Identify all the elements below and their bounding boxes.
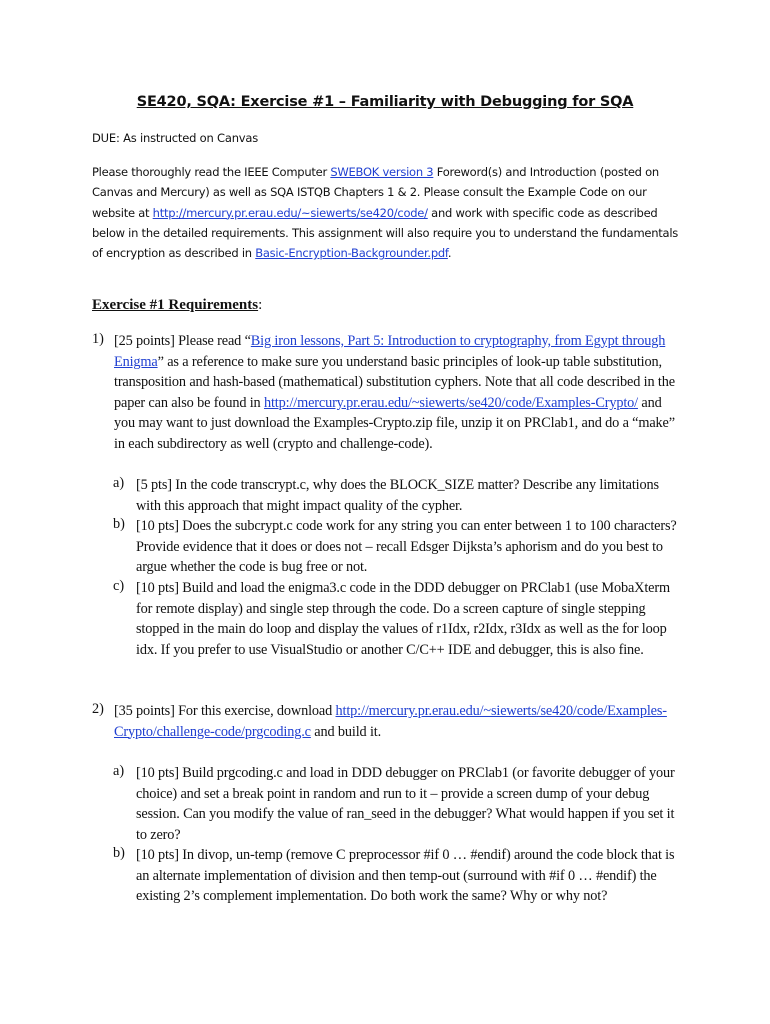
intro-paragraph bbox=[92, 162, 692, 263]
item1b-label: b) bbox=[113, 516, 125, 532]
item1-number: 1) bbox=[92, 331, 104, 347]
intro-text-3: and work with specific code as described below in the detailed requirements. This assignment will also require you to understand the fundamentals of encryption as described in bbox=[92, 205, 679, 261]
item2-text-2: and build it. bbox=[310, 723, 382, 740]
item2b-text: [10 pts] In divop, un-temp (remove C preprocessor #if 0 … #endif) around the code block that is an alternate implementation of division and then temp-out (surround with #if 0 … #endif) the existing 2’s complement implementation. Do both work the same? Why or why not? bbox=[136, 847, 675, 905]
item2a-text: [10 pts] Build prgcoding.c and load in DDD debugger on PRClab1 (or favorite debugger of your choice) and set a break point in random and run to it – provide a screen dump of your debug session. Can you modify the value of ran_seed in the debugger? What would happen if you set it to zero? bbox=[136, 765, 675, 843]
item2-number: 2) bbox=[92, 701, 104, 717]
examples-crypto-link[interactable]: http://mercury.pr.erau.edu/~siewerts/se420/code/Examples-Crypto/ bbox=[263, 394, 638, 411]
requirements-heading-text: Exercise #1 Requirements bbox=[92, 297, 259, 313]
due-line: DUE: As instructed on Canvas bbox=[92, 131, 259, 145]
item2b-label: b) bbox=[113, 845, 125, 861]
item1-text-1: [25 points] Please read “ bbox=[114, 333, 251, 349]
code-website-link[interactable]: http://mercury.pr.erau.edu/~siewerts/se420/code/ bbox=[152, 205, 428, 220]
item2-text-1: [35 points] For this exercise, download bbox=[114, 703, 336, 719]
intro-text-4: . bbox=[447, 246, 452, 261]
item1c-text: [10 pts] Build and load the enigma3.c code in the DDD debugger on PRClab1 (use MobaXterm for remote display) and single step through the code. Do a screen capture of single stepping stopped in the main do loop and display the values of r1Idx, r2Idx, r3Idx as well as the for loop idx. If you prefer to use VisualStudio or another C/C++ IDE and debugger, this is also fine. bbox=[136, 580, 670, 658]
encryption-backgrounder-link[interactable]: Basic-Encryption-Backgrounder.pdf bbox=[255, 246, 448, 261]
intro-text-1: Please thoroughly read the IEEE Computer bbox=[92, 165, 331, 179]
item2a-label: a) bbox=[113, 763, 125, 779]
item2-paragraph bbox=[114, 701, 679, 742]
document-title: SE420, SQA: Exercise #1 – Familiarity with Debugging for SQA bbox=[136, 94, 634, 110]
item1b-text: [10 pts] Does the subcrypt.c code work for any string you can enter between 1 to 100 characters? Provide evidence that it does or does not – recall Edsger Dijksta’s aphorism and do you best to argue whether the code is bug free or not. bbox=[136, 518, 677, 576]
big-iron-lessons-link[interactable]: Big iron lessons, Part 5: Introduction to cryptography, from Egypt through Enigma bbox=[114, 333, 666, 370]
requirements-heading bbox=[92, 297, 262, 314]
item1-paragraph bbox=[114, 331, 679, 455]
requirements-heading-colon: : bbox=[258, 297, 263, 313]
intro-text-2: Foreword(s) and Introduction (posted on Canvas and Mercury) as well as SQA ISTQB Chapters 1 & 2. Please consult the Example Code on our website at bbox=[92, 165, 659, 220]
item1a-text: [5 pts] In the code transcrypt.c, why does the BLOCK_SIZE matter? Describe any limitations with this approach that might impact quality of the cypher. bbox=[136, 477, 659, 514]
item1-text-3: and you may want to just download the Examples-Crypto.zip file, unzip it on PRClab1, and do a “make” in each subdirectory as well (crypto and challenge-code). bbox=[114, 394, 675, 452]
swebok-link[interactable]: SWEBOK version 3 bbox=[330, 165, 434, 179]
prgcoding-link[interactable]: http://mercury.pr.erau.edu/~siewerts/se420/code/Examples-Crypto/challenge-code/prgcoding.c bbox=[114, 703, 667, 740]
item1-text-2: ” as a reference to make sure you understand basic principles of look-up table substitution, transposition and hash-based (mathematical) substitution cyphers. Note that all code described in the paper can also be found in bbox=[114, 353, 675, 411]
item1a-label: a) bbox=[113, 475, 125, 491]
item1c-label: c) bbox=[113, 578, 125, 594]
